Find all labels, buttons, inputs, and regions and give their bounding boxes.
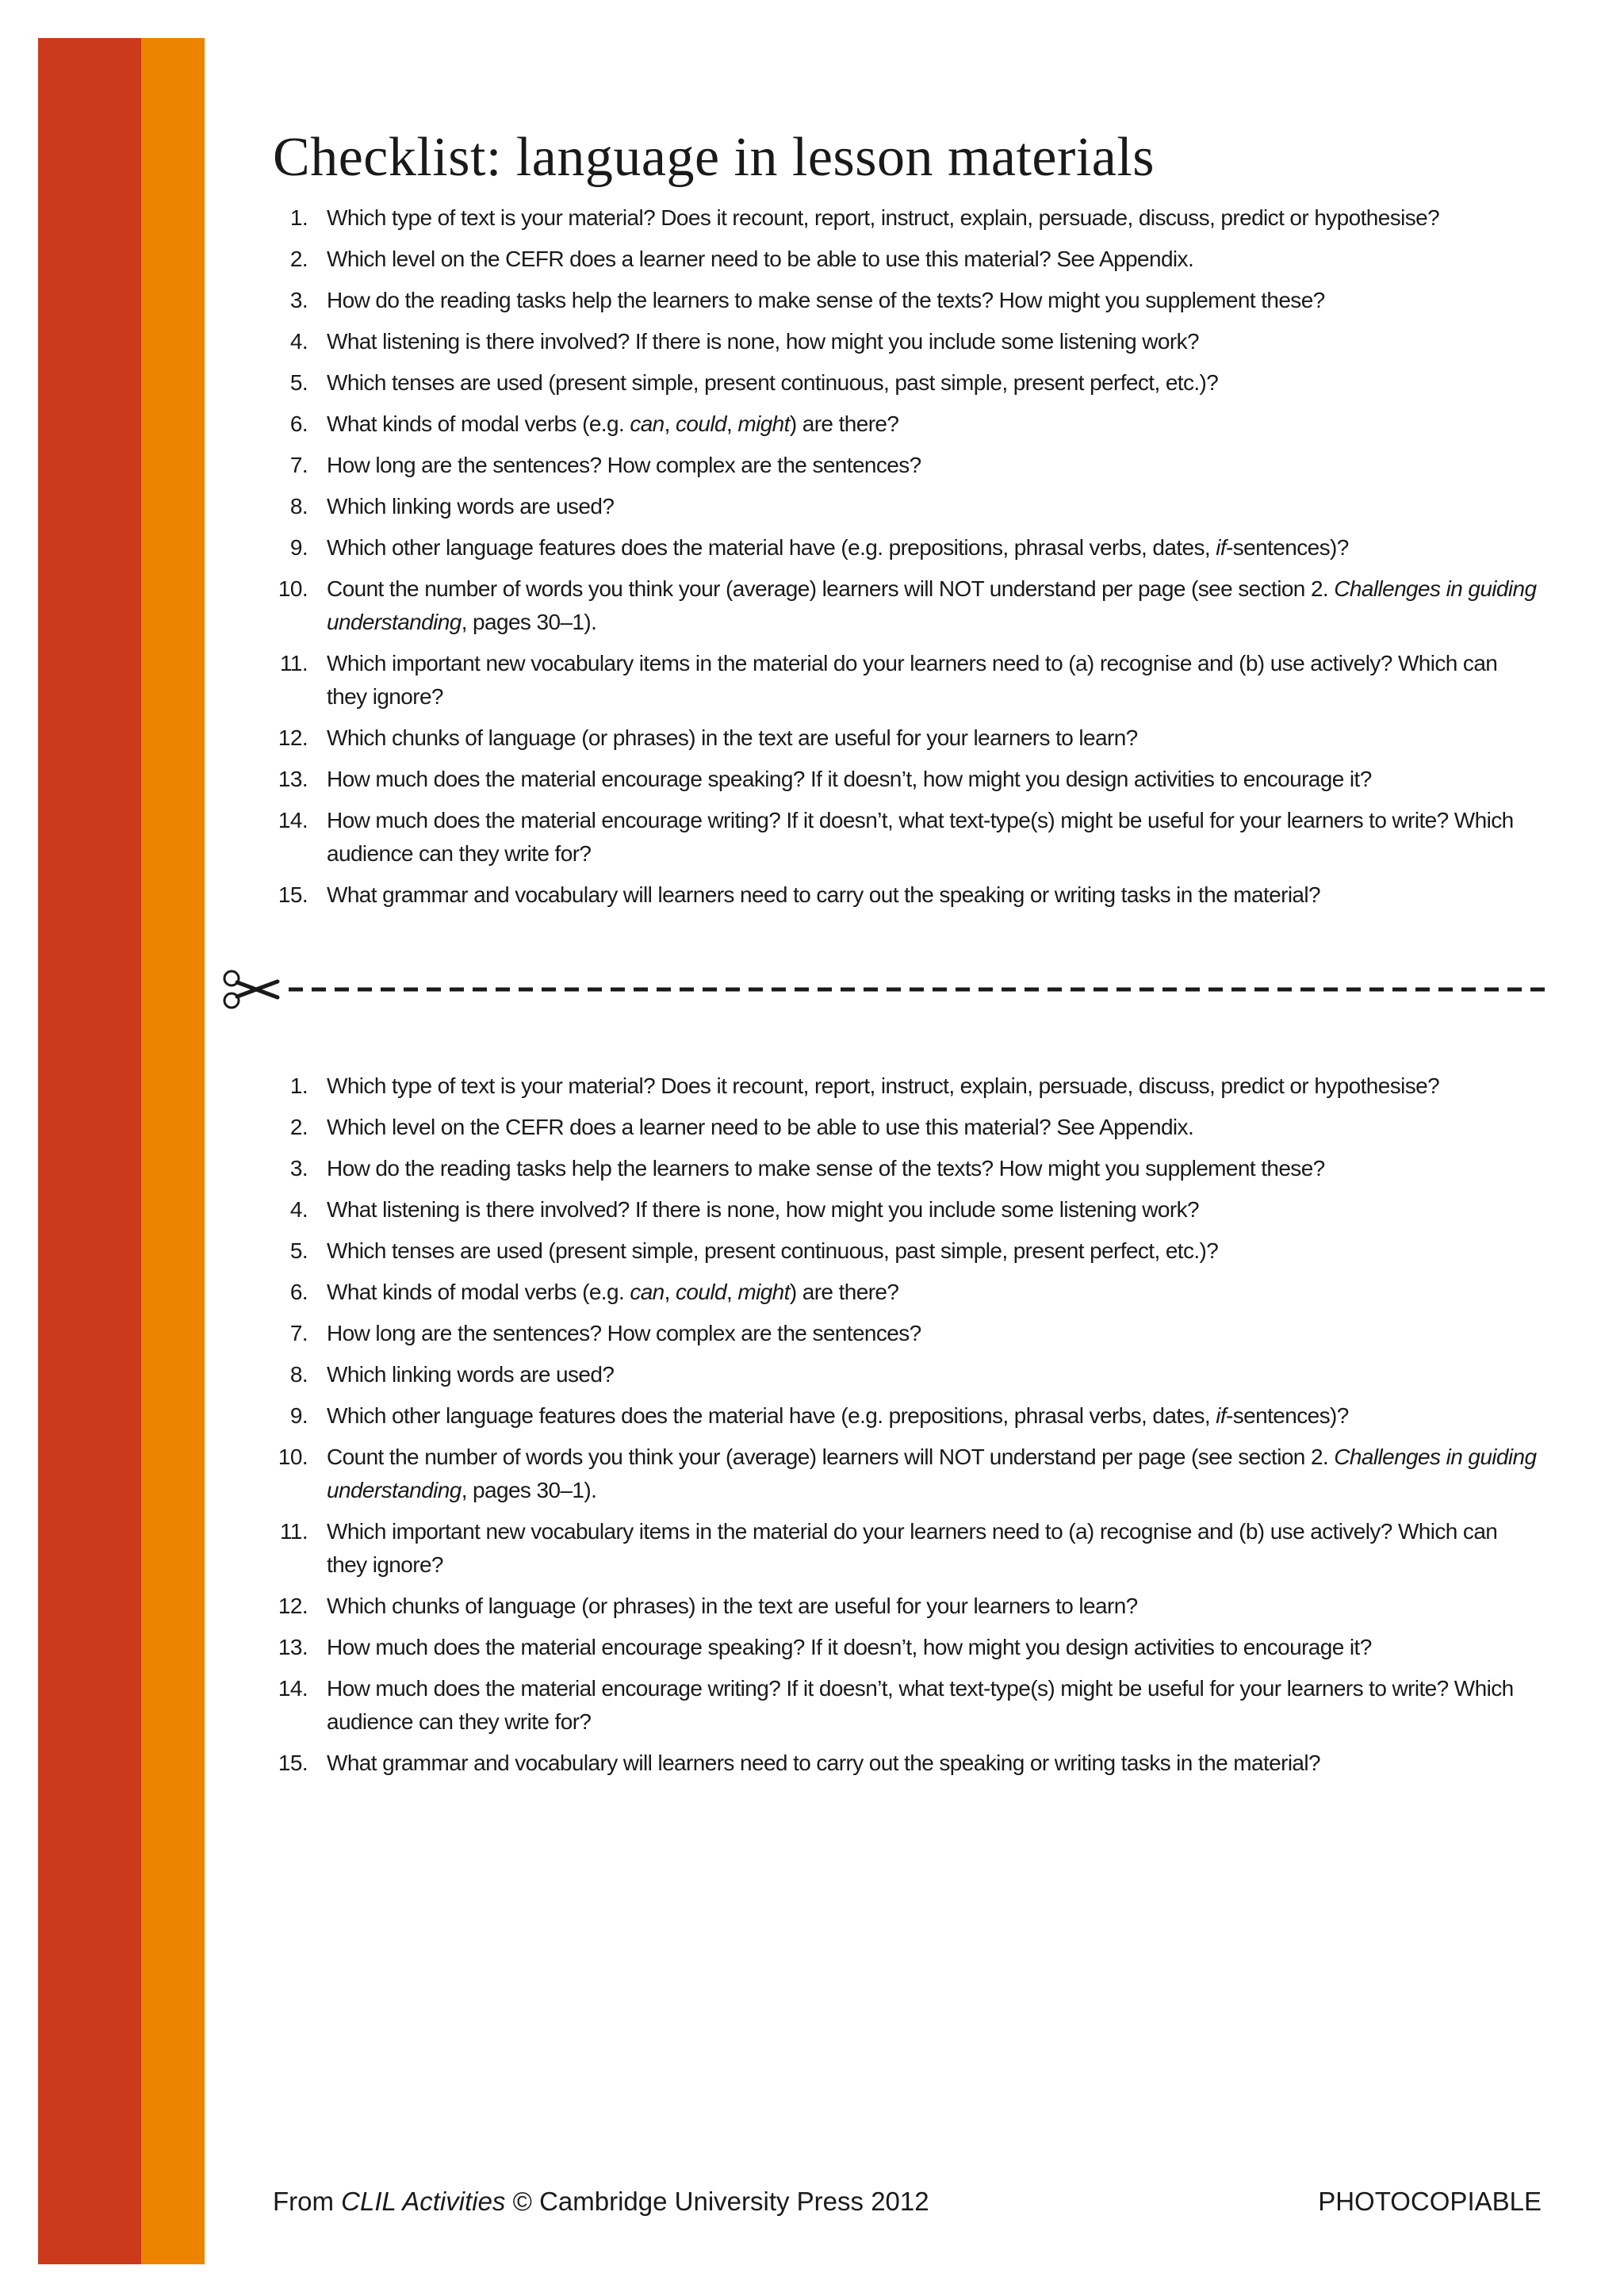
checklist-item (273, 1317, 1542, 1350)
item-number: 11. (279, 1519, 308, 1544)
item-text-segment: How much does the material encourage speaking? If it doesn’t, how might you design activities to encourage it? (327, 1635, 1372, 1659)
item-text-italic: could (676, 411, 726, 436)
item-text-segment: Which linking words are used? (327, 1362, 615, 1387)
item-text (327, 288, 1325, 312)
checklist-bottom (273, 1070, 1542, 1788)
checklist-item (273, 1672, 1542, 1739)
cut-line (216, 966, 1548, 1013)
item-text-segment: Which chunks of language (or phrases) in the text are useful for your learners to learn? (327, 725, 1138, 750)
item-number: 6. (289, 1280, 308, 1304)
item-number: 1. (289, 205, 308, 230)
item-text (327, 1362, 614, 1387)
item-text (327, 535, 1349, 560)
checklist-item (273, 878, 1542, 912)
item-number: 7. (289, 453, 308, 477)
item-text-italic: Challenges in guiding understanding (327, 576, 1537, 634)
item-text-segment: How do the reading tasks help the learners to make sense of the texts? How might you supplement these? (327, 1156, 1325, 1181)
checklist-item (273, 1276, 1542, 1309)
item-text-segment: , (664, 1280, 676, 1304)
item-text-segment: , (726, 411, 738, 436)
item-text-segment: What kinds of modal verbs (e.g. (327, 1280, 630, 1304)
item-text-italic: might (737, 411, 790, 436)
item-number: 10. (278, 576, 308, 601)
item-text (327, 1403, 1349, 1428)
item-text (327, 1280, 898, 1304)
item-text-segment: What kinds of modal verbs (e.g. (327, 411, 630, 436)
footer-photocopiable: PHOTOCOPIABLE (1318, 2187, 1542, 2216)
checklist-item (273, 1399, 1542, 1433)
item-text-segment: Which other language features does the material have (e.g. prepositions, phrasal verbs, dates, (327, 1403, 1216, 1428)
item-text (327, 1115, 1193, 1139)
item-number: 7. (289, 1321, 308, 1345)
item-text-segment: Which type of text is your material? Does it recount, report, instruct, explain, persuade, discuss, predict or hypothesise? (327, 205, 1440, 230)
item-text (327, 370, 1218, 395)
item-text-segment: ) are there? (789, 1280, 899, 1304)
item-text (327, 1445, 1536, 1502)
checklist-item (273, 572, 1542, 639)
item-text (327, 1156, 1325, 1181)
item-number: 4. (289, 329, 308, 354)
item-number: 3. (289, 288, 308, 312)
item-text-segment: Which important new vocabulary items in the material do your learners need to (a) recognise and (b) use actively? Which can they ignore? (327, 651, 1498, 709)
item-text-segment: , pages 30–1). (461, 1478, 597, 1502)
item-number: 15. (278, 882, 308, 907)
item-number: 3. (289, 1156, 308, 1181)
item-text-segment: , (664, 411, 676, 436)
item-text-segment: Which linking words are used? (327, 494, 615, 519)
item-text-segment: What grammar and vocabulary will learners need to carry out the speaking or writing tasks in the material? (327, 882, 1321, 907)
item-number: 8. (289, 494, 308, 519)
checklist-item (273, 490, 1542, 523)
item-text (327, 808, 1514, 866)
item-text (327, 1238, 1218, 1263)
item-text-italic: Challenges in guiding understanding (327, 1445, 1537, 1502)
left-orange-stripe (141, 38, 205, 2264)
item-text-italic: could (676, 1280, 726, 1304)
item-text-italic: might (737, 1280, 790, 1304)
item-text-italic: can (630, 411, 665, 436)
item-number: 8. (289, 1362, 308, 1387)
item-text (327, 411, 898, 436)
item-text (327, 329, 1199, 354)
item-number: 6. (289, 411, 308, 436)
checklist-item (273, 366, 1542, 400)
checklist-item (273, 763, 1542, 796)
checklist-item (273, 1590, 1542, 1623)
scissors-icon (224, 971, 278, 1008)
item-number: 5. (289, 1238, 308, 1263)
item-number: 14. (278, 808, 308, 832)
checklist-item (273, 1441, 1542, 1507)
item-number: 13. (278, 1635, 308, 1659)
item-text (327, 1676, 1514, 1734)
left-red-stripe (38, 38, 141, 2264)
item-text-segment: How much does the material encourage writing? If it doesn’t, what text-type(s) might be useful for your learners to write? Which audience can they write for? (327, 808, 1514, 866)
item-text (327, 725, 1138, 750)
item-number: 5. (289, 370, 308, 395)
item-number: 15. (278, 1751, 308, 1775)
footer-book-title: CLIL Activities (341, 2187, 506, 2216)
item-number: 1. (289, 1073, 308, 1098)
item-text (327, 1321, 921, 1345)
checklist-item (273, 325, 1542, 358)
checklist-item (273, 201, 1542, 235)
item-text-segment: How long are the sentences? How complex are the sentences? (327, 1321, 921, 1345)
checklist-item (273, 1234, 1542, 1268)
checklist-item (273, 1358, 1542, 1391)
checklist-item (273, 1152, 1542, 1185)
item-text-segment: How much does the material encourage writing? If it doesn’t, what text-type(s) might be useful for your learners to write? Which audience can they write for? (327, 1676, 1514, 1734)
item-number: 11. (279, 651, 308, 675)
item-text-italic: can (630, 1280, 665, 1304)
checklist-item (273, 1631, 1542, 1664)
item-text-segment: ) are there? (789, 411, 899, 436)
item-text-segment: , (726, 1280, 738, 1304)
checklist-item (273, 647, 1542, 714)
item-text (327, 651, 1497, 709)
item-number: 14. (278, 1676, 308, 1701)
item-text-italic: if (1216, 535, 1227, 560)
item-text-italic: if (1216, 1403, 1227, 1428)
item-text (327, 882, 1320, 907)
item-text-segment: Which level on the CEFR does a learner need to be able to use this material? See Appendix. (327, 247, 1194, 271)
item-text (327, 767, 1372, 791)
footer-prefix: From (273, 2187, 342, 2216)
item-text (327, 494, 614, 519)
item-text (327, 205, 1439, 230)
item-text-segment: How much does the material encourage speaking? If it doesn’t, how might you design activities to encourage it? (327, 767, 1372, 791)
checklist-item (273, 284, 1542, 317)
checklist-item (273, 408, 1542, 441)
item-text-segment: Which type of text is your material? Does it recount, report, instruct, explain, persuade, discuss, predict or hypothesise? (327, 1073, 1440, 1098)
item-text-segment: -sentences)? (1226, 1403, 1349, 1428)
checklist-item (273, 449, 1542, 482)
item-text (327, 453, 921, 477)
checklist-item (273, 1747, 1542, 1780)
page-title: Checklist: language in lesson materials (273, 126, 1155, 188)
item-text-segment: Count the number of words you think your (average) learners will NOT understand per page (see section 2. (327, 576, 1335, 601)
checklist-item (273, 1193, 1542, 1226)
item-number: 9. (289, 535, 308, 560)
item-text-segment: What listening is there involved? If there is none, how might you include some listening work? (327, 329, 1199, 354)
item-number: 12. (278, 1594, 308, 1618)
item-text-segment: Which tenses are used (present simple, present continuous, past simple, present perfect, etc.)? (327, 370, 1219, 395)
checklist-item (273, 804, 1542, 871)
item-text-segment: What listening is there involved? If there is none, how might you include some listening work? (327, 1197, 1199, 1222)
checklist-item (273, 531, 1542, 564)
item-number: 2. (289, 247, 308, 271)
item-text-segment: What grammar and vocabulary will learners need to carry out the speaking or writing tasks in the material? (327, 1751, 1321, 1775)
item-number: 12. (278, 725, 308, 750)
item-text (327, 247, 1193, 271)
item-text (327, 1751, 1320, 1775)
checklist-item (273, 243, 1542, 276)
item-text-segment: How long are the sentences? How complex are the sentences? (327, 453, 921, 477)
footer-citation (273, 2187, 929, 2217)
item-text-segment: , pages 30–1). (461, 610, 597, 634)
checklist-item (273, 1111, 1542, 1144)
checklist-item (273, 721, 1542, 755)
checklist-item (273, 1070, 1542, 1103)
item-text (327, 1197, 1199, 1222)
checklist-item (273, 1515, 1542, 1582)
footer-copyright: © Cambridge University Press 2012 (505, 2187, 929, 2216)
item-text (327, 1073, 1439, 1098)
item-number: 4. (289, 1197, 308, 1222)
checklist-top (273, 201, 1542, 920)
item-text-segment: Which important new vocabulary items in the material do your learners need to (a) recognise and (b) use actively? Which can they ignore? (327, 1519, 1498, 1577)
item-number: 2. (289, 1115, 308, 1139)
item-text-segment: Which tenses are used (present simple, present continuous, past simple, present perfect, etc.)? (327, 1238, 1219, 1263)
item-text-segment: Count the number of words you think your (average) learners will NOT understand per page (see section 2. (327, 1445, 1335, 1469)
item-text-segment: Which chunks of language (or phrases) in the text are useful for your learners to learn? (327, 1594, 1138, 1618)
item-number: 13. (278, 767, 308, 791)
item-text-segment: -sentences)? (1226, 535, 1349, 560)
item-text (327, 1635, 1372, 1659)
item-text (327, 1519, 1497, 1577)
item-number: 10. (278, 1445, 308, 1469)
item-text (327, 1594, 1138, 1618)
item-text-segment: Which level on the CEFR does a learner need to be able to use this material? See Appendix. (327, 1115, 1194, 1139)
item-number: 9. (289, 1403, 308, 1428)
item-text-segment: How do the reading tasks help the learners to make sense of the texts? How might you supplement these? (327, 288, 1325, 312)
item-text-segment: Which other language features does the material have (e.g. prepositions, phrasal verbs, dates, (327, 535, 1216, 560)
item-text (327, 576, 1536, 634)
